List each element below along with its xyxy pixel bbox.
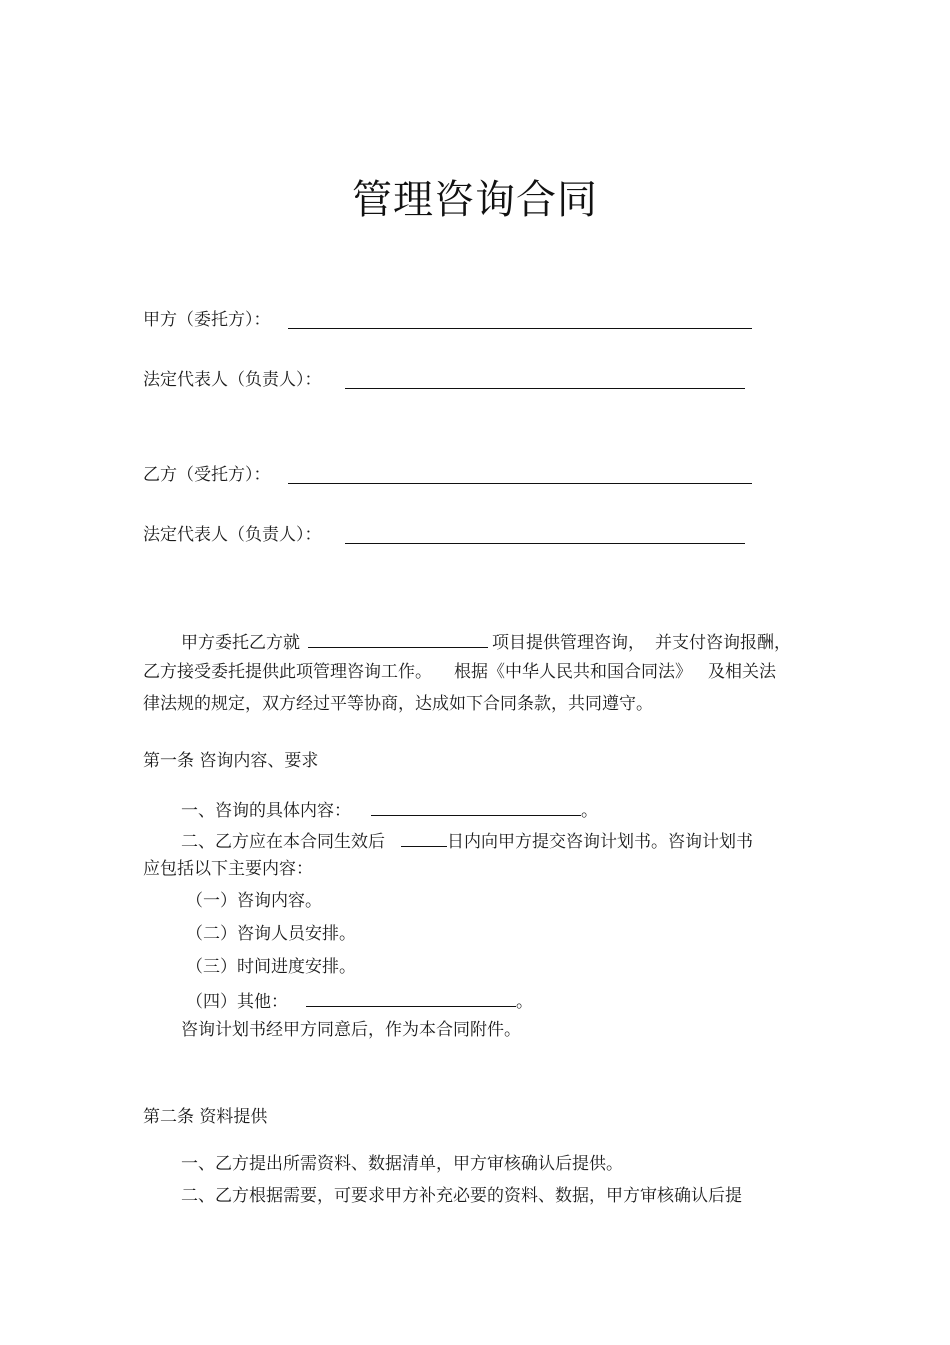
intro-line-2: [143, 661, 776, 683]
intro-line-3: 律法规的规定，双方经过平等协商，达成如下合同条款，共同遵守。: [143, 694, 653, 714]
intro-line-1: [181, 629, 791, 654]
party-b-label: 乙方（受托方）：: [143, 465, 271, 485]
item-text: 一、咨询的具体内容：: [181, 801, 351, 821]
article-1-item-2-cont: 应包括以下主要内容：: [143, 859, 313, 879]
party-a-blank[interactable]: [288, 328, 752, 329]
article-1-item-2: [181, 828, 753, 853]
article-2-item-2: 二、乙方根据需要，可要求甲方补充必要的资料、数据，甲方审核确认后提: [181, 1186, 742, 1206]
item-text: （四）其他：: [186, 992, 288, 1012]
intro-text: 根据《中华人民共和国合同法》: [454, 662, 692, 682]
intro-text: 乙方接受委托提供此项管理咨询工作。: [143, 662, 432, 682]
intro-text: 项目提供管理咨询，: [492, 633, 645, 653]
article-1-item-1: [181, 797, 598, 822]
article-2-heading: 第二条 资料提供: [143, 1107, 268, 1127]
project-name-blank[interactable]: [308, 629, 488, 648]
sub-item-4: [186, 988, 533, 1013]
other-blank[interactable]: [306, 988, 516, 1007]
party-b-rep-blank[interactable]: [345, 543, 745, 544]
party-b-blank[interactable]: [288, 483, 752, 484]
days-blank[interactable]: [401, 828, 447, 847]
item-text: 。: [516, 992, 533, 1012]
party-a-rep-blank[interactable]: [345, 388, 745, 389]
document-title: 管理咨询合同: [352, 177, 598, 223]
sub-item-2: （二）咨询人员安排。: [186, 924, 356, 944]
article-1-closing: 咨询计划书经甲方同意后，作为本合同附件。: [181, 1020, 521, 1040]
party-a-label: 甲方（委托方）：: [143, 310, 271, 330]
item-text: 二、乙方应在本合同生效后: [181, 832, 385, 852]
sub-item-1: （一）咨询内容。: [186, 891, 322, 911]
sub-item-3: （三）时间进度安排。: [186, 957, 356, 977]
party-b-rep-label: 法定代表人（负责人）：: [143, 525, 322, 545]
intro-text: 并支付咨询报酬，: [655, 633, 791, 653]
intro-text: 及相关法: [708, 662, 776, 682]
party-a-rep-label: 法定代表人（负责人）：: [143, 370, 322, 390]
article-1-heading: 第一条 咨询内容、要求: [143, 751, 319, 771]
item-text: 。: [581, 801, 598, 821]
intro-text: 甲方委托乙方就: [181, 633, 300, 653]
item-text: 日内向甲方提交咨询计划书。咨询计划书: [447, 832, 753, 852]
consulting-content-blank[interactable]: [371, 797, 581, 816]
article-2-item-1: 一、乙方提出所需资料、数据清单，甲方审核确认后提供。: [181, 1154, 623, 1174]
